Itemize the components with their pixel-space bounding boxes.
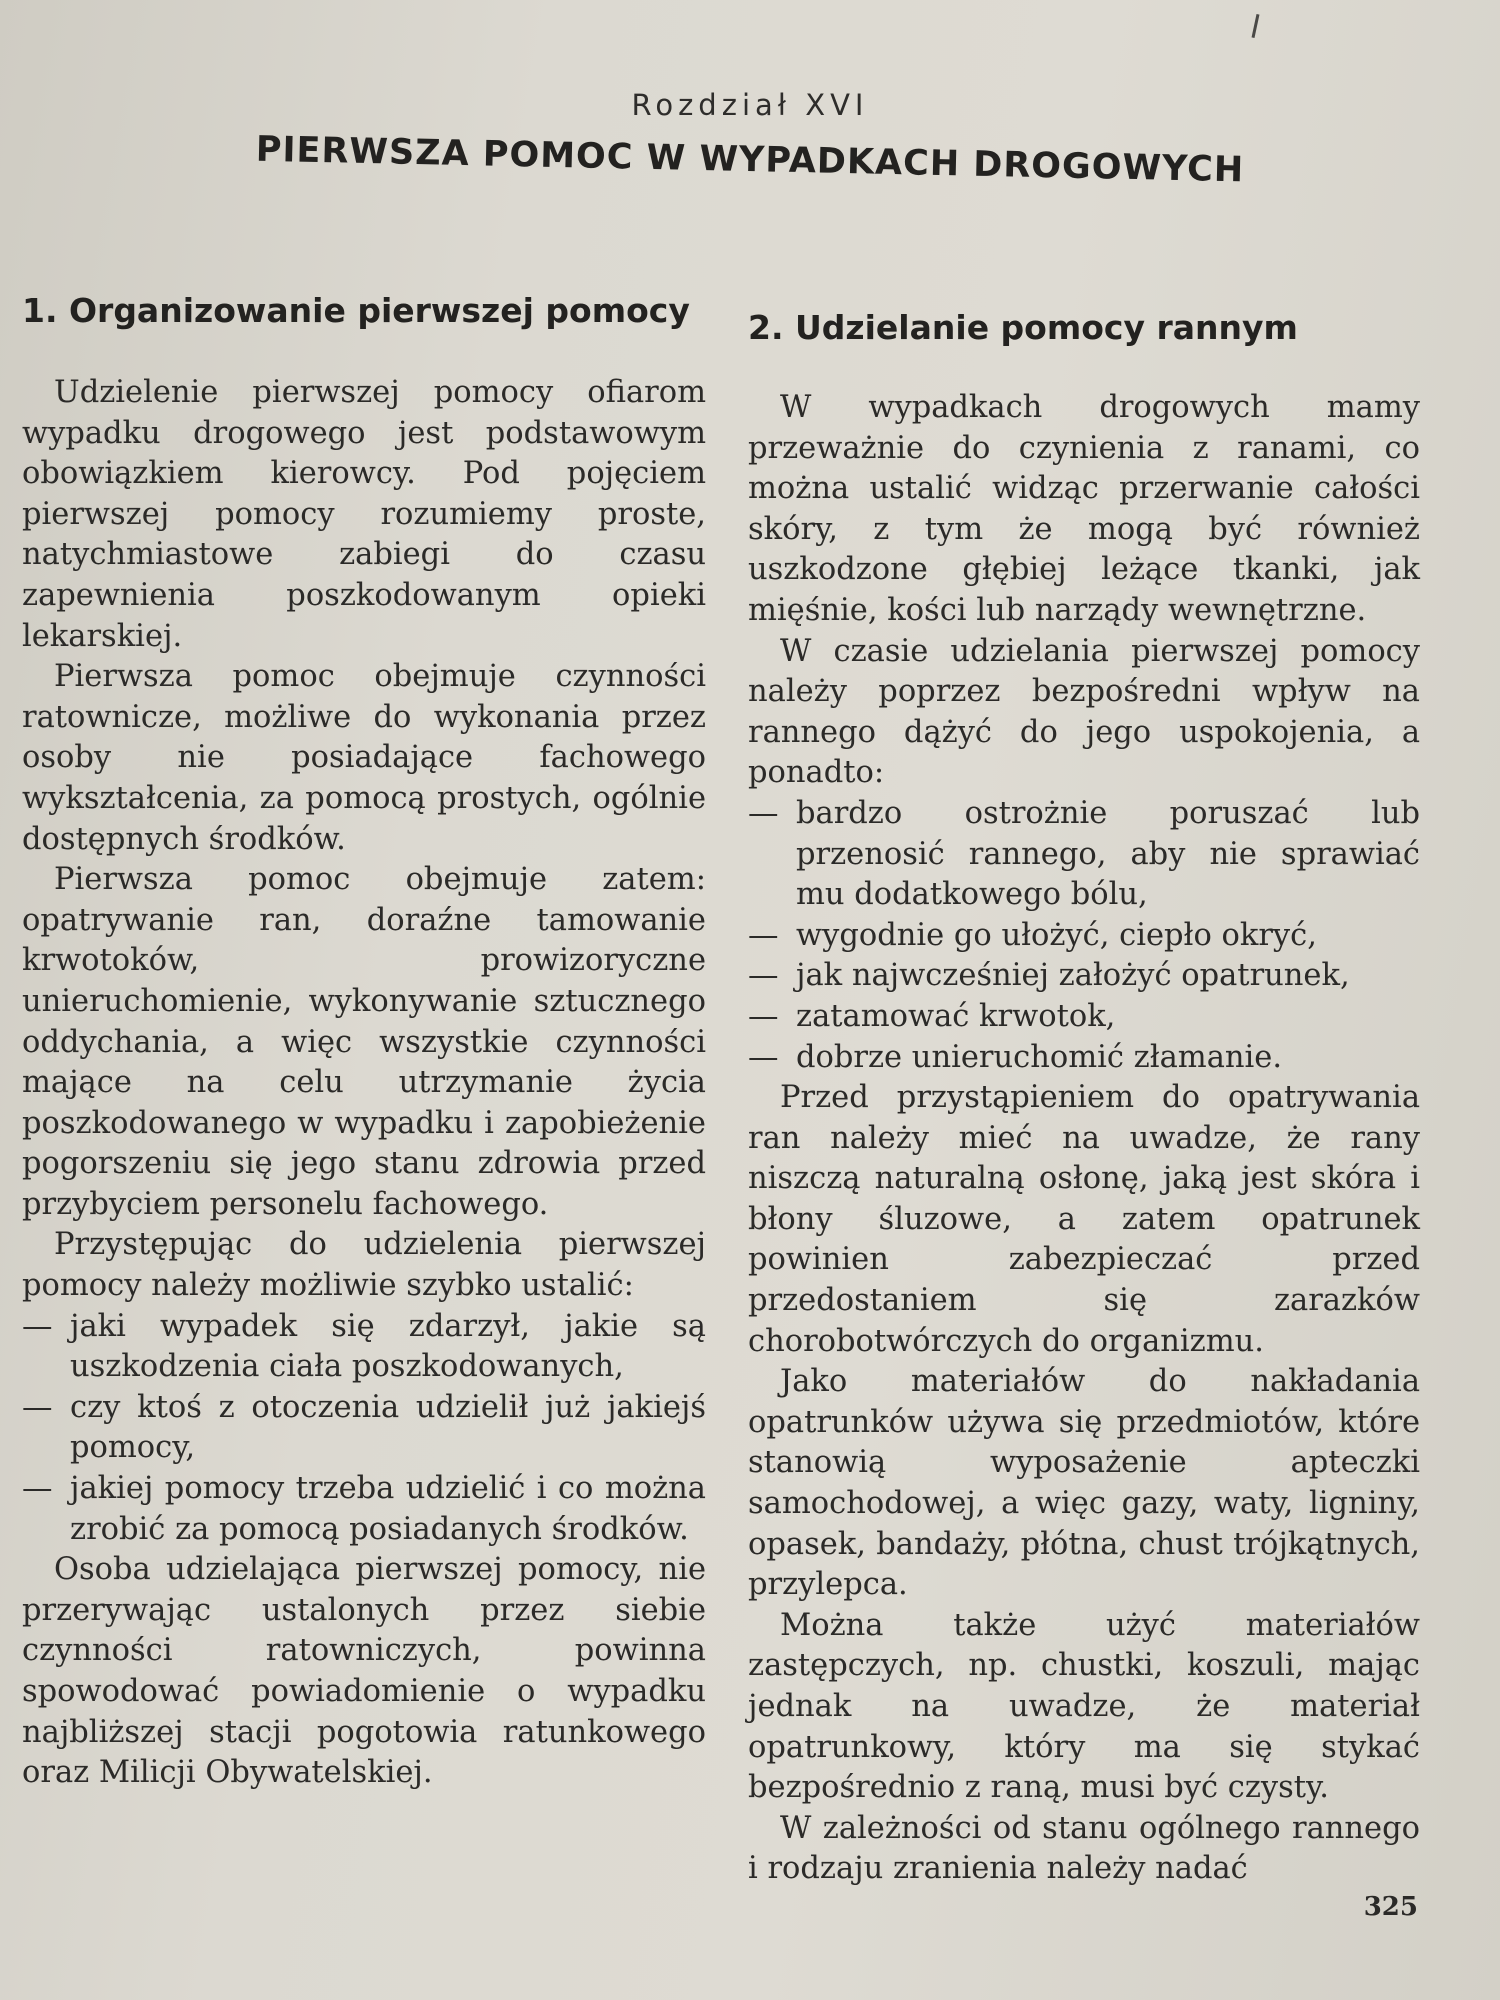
list-dash: — (748, 917, 779, 953)
list-dash: — (748, 1039, 779, 1075)
paragraph: Pierwsza pomoc obejmuje czynności ratownicze, możliwe do wykonania przez osoby nie posiadające fachowego wykształcenia, za pomocą prostych, ogólnie dostępnych środków. (22, 659, 706, 857)
paragraph: Jako materiałów do nakładania opatrunków używa się przedmiotów, które stanowią wyposażenie apteczki samochodowej, a więc gazy, waty, ligniny, opasek, bandaży, płótna, chust trójkątnych, przylepca. (748, 1364, 1420, 1603)
chapter-title: PIERWSZA POMOC W WYPADKACH DROGOWYCH (255, 129, 1245, 191)
paragraph: W zależności od stanu ogólnego rannego i rodzaju zranienia należy nadać (748, 1810, 1420, 1887)
list-dash: — (748, 795, 779, 831)
list-item: — jak najwcześniej założyć opatrunek, (748, 956, 1420, 997)
paragraph: W wypadkach drogowych mamy przeważnie do czynienia z ranami, co można ustalić widząc przerwanie całości skóry, z tym że mogą być również uszkodzone głębiej leżące tkanki, jak mięśnie, kości lub narządy wewnętrzne. (748, 390, 1420, 628)
paragraph: Pierwsza pomoc obejmuje zatem: opatrywanie ran, doraźne tamowanie krwotoków, prowizoryczne unieruchomienie, wykonywanie sztucznego oddychania, a więc wszystkie czynności mające na celu utrzymanie życia poszkodowanego w wypadku i zapobieżenie pogorszeniu się jego stanu zdrowia przed przybyciem personelu fachowego. (22, 862, 706, 1222)
list-item: — wygodnie go ułożyć, ciepło okryć, (748, 916, 1420, 957)
paragraph: Przystępując do udzielenia pierwszej pomocy należy możliwie szybko ustalić: (22, 1227, 706, 1304)
section-heading-2: 2. Udzielanie pomocy rannym (748, 308, 1298, 347)
list-item: — jakiej pomocy trzeba udzielić i co można zrobić za pomocą posiadanych środków. (22, 1471, 706, 1547)
checklist (748, 794, 1420, 1078)
left-column (22, 285, 706, 1794)
paragraph: Można także użyć materiałów zastępczych, np. chustki, koszuli, mając jednak na uwadze, że materiał opatrunkowy, który ma się stykać bezpośrednio z raną, musi być czysty. (748, 1607, 1420, 1806)
page-number: 325 (1363, 1892, 1418, 1922)
section-heading-1: 1. Organizowanie pierwszej pomocy (22, 291, 690, 330)
list-item: — bardzo ostrożnie poruszać lub przenosić rannego, aby nie sprawiać mu dodatkowego bólu, (748, 795, 1420, 913)
chapter-label: Rozdział XVI (631, 88, 869, 122)
list-item: — dobrze unieruchomić złamanie. (748, 1038, 1420, 1079)
list-dash: — (748, 958, 779, 994)
list-item: — jaki wypadek się zdarzył, jakie są uszkodzenia ciała poszkodowanych, (22, 1308, 706, 1385)
paragraph: W czasie udzielania pierwszej pomocy należy poprzez bezpośredni wpływ na rannego dążyć do jego uspokojenia, a ponadto: (748, 633, 1420, 791)
pencil-mark (1252, 14, 1260, 38)
right-column (748, 302, 1420, 1890)
list-item: — czy ktoś z otoczenia udzielił już jakiejś pomocy, (22, 1389, 706, 1466)
paragraph: Udzielenie pierwszej pomocy ofiarom wypadku drogowego jest podstawowym obowiązkiem kierowcy. Pod pojęciem pierwszej pomocy rozumiemy proste, natychmiastowe zabiegi do czasu zapewnienia poszkodowanym opieki lekarskiej. (22, 375, 706, 654)
paragraph: Osoba udzielająca pierwszej pomocy, nie przerywając ustalonych przez siebie czynności ratowniczych, powinna spowodować powiadomienie o wypadku najbliższej stacji pogotowia ratunkowego oraz Milicji Obywatelskiej. (22, 1552, 706, 1791)
list-dash: — (22, 1308, 53, 1344)
list-item: — zatamować krwotok, (748, 997, 1420, 1038)
list-dash: — (748, 998, 779, 1034)
checklist (22, 1307, 706, 1551)
list-dash: — (22, 1389, 53, 1425)
paragraph: Przed przystąpieniem do opatrywania ran należy mieć na uwadze, że rany niszczą naturalną osłonę, jaką jest skóra i błony śluzowe, a zatem opatrunek powinien zabezpieczać przed przedostaniem się zarazków chorobotwórczych do organizmu. (748, 1080, 1420, 1359)
list-dash: — (22, 1471, 53, 1507)
